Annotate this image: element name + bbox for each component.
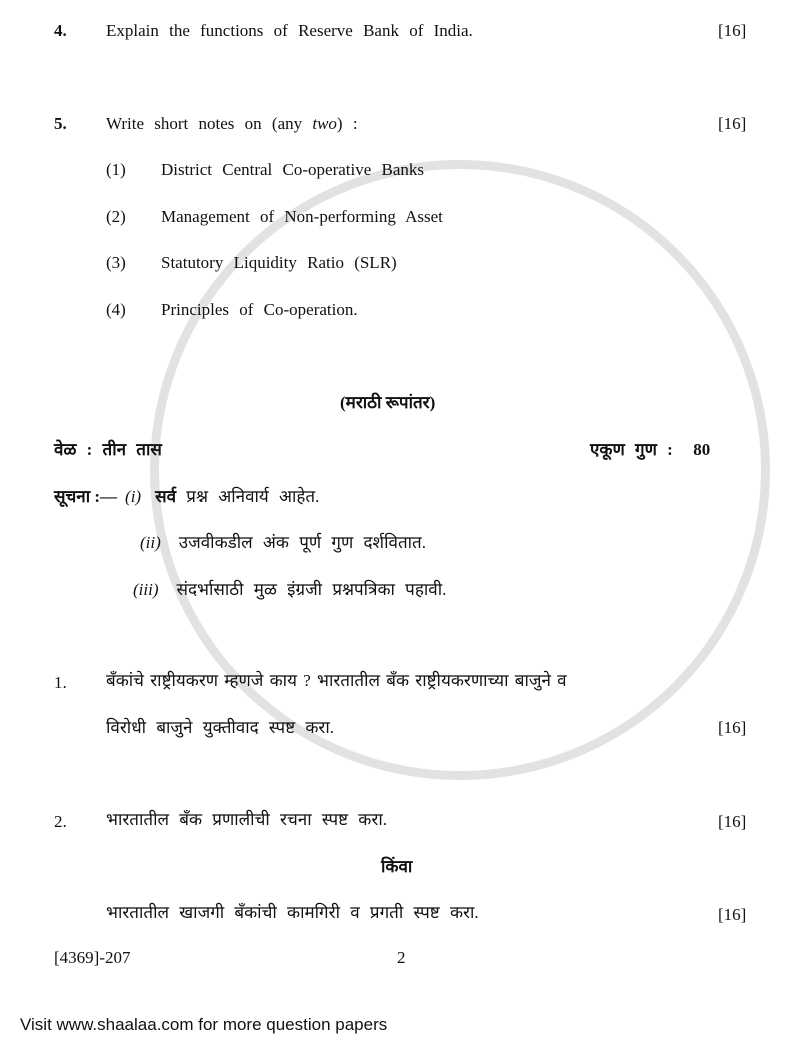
question-number: 4. [54,21,67,40]
question-text: बँकांचे राष्ट्रीयकरण म्हणजे काय ? भारतातील बँक राष्ट्रीयकरणाच्या बाजुने व [106,671,567,690]
total-marks: एकूण गुण : 80 [590,440,711,459]
instruction-bold: सर्व [155,487,177,506]
sub-item-text: Principles of Co-operation. [161,300,358,319]
question-text: भारतातील खाजगी बँकांची कामगिरी व प्रगती स्पष्ट करा. [106,903,479,922]
question-text: भारतातील बँक प्रणालीची रचना स्पष्ट करा. [106,810,387,829]
instruction-text: उजवीकडील अंक पूर्ण गुण दर्शवितात. [178,533,426,552]
question-text [106,114,358,134]
text-part: ) : [336,114,358,133]
text-emphasis: two [312,114,337,133]
instruction-number: (i) [125,487,142,506]
question-marks: [16] [718,114,747,133]
marathi-heading: (मराठी रूपांतर) [340,393,436,412]
text-part: Write short notes on (any [106,114,313,133]
time-label: वेळ : तीन तास [54,440,162,459]
sub-item-text: District Central Co-operative Banks [161,160,425,179]
instruction-rest: प्रश्न अनिवार्य आहेत. [186,487,320,506]
question-marks: [16] [718,21,747,40]
paper-code: [4369]-207 [54,948,131,967]
instructions-label: सूचना :— [54,487,118,506]
question-text: विरोधी बाजुने युक्तीवाद स्पष्ट करा. [106,718,335,737]
sub-item-text: Management of Non-performing Asset [161,207,443,226]
sub-item-text: Statutory Liquidity Ratio (SLR) [161,253,397,272]
instruction-row [133,580,446,600]
question-number: 5. [54,114,67,133]
sub-item-number: (1) [106,160,126,179]
page-number: 2 [397,948,406,967]
site-footer: Visit www.shaalaa.com for more question papers [20,1015,388,1034]
sub-item-number: (4) [106,300,126,319]
instruction-text [155,487,319,507]
instruction-row [54,487,319,507]
question-marks: [16] [718,718,747,737]
instruction-number: (ii) [140,533,161,552]
question-text: Explain the functions of Reserve Bank of India. [106,21,473,40]
question-number: 1. [54,673,67,692]
question-number: 2. [54,812,67,831]
sub-item-number: (3) [106,253,126,272]
question-marks: [16] [718,812,747,831]
or-label: किंवा [381,857,413,876]
instruction-text: संदर्भासाठी मुळ इंग्रजी प्रश्नपत्रिका पहावी. [176,580,447,599]
question-marks: [16] [718,905,747,924]
instruction-row [140,533,426,553]
sub-item-number: (2) [106,207,126,226]
instruction-number: (iii) [133,580,159,599]
